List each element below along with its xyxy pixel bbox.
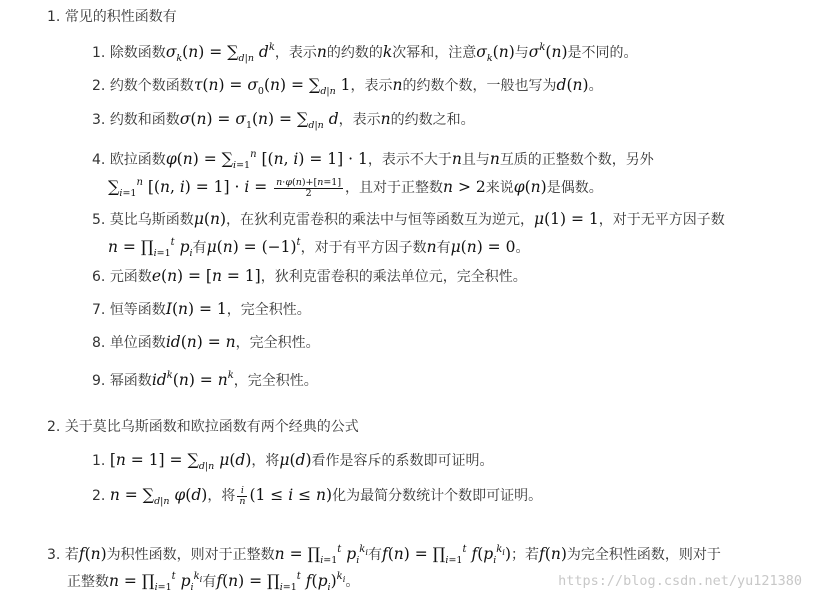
math-formula: μ(n) xyxy=(193,210,226,228)
math-formula: id(n) = n xyxy=(165,333,236,351)
list-item: 9. 幂函数$id^k(n) = n^k$，完全积性。 xyxy=(92,370,318,389)
math-formula: $id^k(n) = n^k$ xyxy=(151,370,234,389)
list-item: 2. 约数个数函数$\tau(n) = \sigma_0(n) = \sum_{d|n}$ 1，表示n的约数个数，一般也写为d(n)。 xyxy=(92,75,603,97)
list-item-continuation: $\sum_{i=1}^n$ [(n, i) = 1] · i = $\frac{n\cdot\varphi(n)+[n=1]}{2}$ ，且对于正整数n > 2来说φ(n)是偶数。 xyxy=(108,176,603,199)
math-formula: $[n = 1] = \sum_{d|n}$ μ(d) xyxy=(109,450,252,472)
list-item: 1. $[n = 1] = \sum_{d|n}$ μ(d)，将μ(d)看作是容斥的系数即可证明。 xyxy=(92,450,494,472)
watermark: https://blog.csdn.net/yu121380 xyxy=(558,573,802,589)
section-number: 1. xyxy=(47,9,61,25)
list-item: 5. 莫比乌斯函数μ(n)，在狄利克雷卷积的乘法中与恒等函数互为逆元，μ(1) = 1，对于无平方因子数 xyxy=(92,210,725,228)
list-item: 3. 约数和函数$\sigma(n) = \sigma_1(n) = \sum_{d|n}$ d，表示n的约数之和。 xyxy=(92,109,475,131)
math-formula: $\sum_{i=1}^n$ [(n, i) = 1] · i = $\frac{n\cdot\varphi(n)+[n=1]}{2}$ xyxy=(108,176,342,199)
list-item: 4. 欧拉函数$\varphi(n) = \sum_{i=1}^n$ [(n, i) = 1] · 1，表示不大于n且与n互质的正整数个数，另外 xyxy=(92,149,654,171)
math-formula: $\tau(n) = \sigma_0(n) = \sum_{d|n}$ 1 xyxy=(193,75,351,97)
math-formula: $\varphi(n) = \sum_{i=1}^n$ [(n, i) = 1] · 1 xyxy=(165,149,368,171)
list-item: 1. 除数函数$\sigma_k(n) = \sum_{d|n}$ $d^k$，表示n的约数的k次幂和，注意$\sigma_k(n)$与$\sigma^k(n)$是不同的。 xyxy=(92,42,638,64)
section-3-line-2: 正整数$n = \prod_{i=1}^t$ $p_i^{k_i}$有$f(n) = \prod_{i=1}^t$ $f(p_i)^{k_i}$。 xyxy=(67,571,360,593)
math-formula: $\sigma_k(n) = \sum_{d|n}$ $d^k$ xyxy=(165,42,275,64)
math-formula: $\sigma(n) = \sigma_1(n) = \sum_{d|n}$ d xyxy=(179,109,339,131)
section-title: 关于莫比乌斯函数和欧拉函数有两个经典的公式 xyxy=(64,419,359,435)
math-formula: $n = \sum_{d|n}$ φ(d) xyxy=(109,485,208,507)
list-item: 2. $n = \sum_{d|n}$ φ(d)，将 $\frac{i}{n}$ (1 ≤ i ≤ n)化为最简分数统计个数即可证明。 xyxy=(92,484,543,507)
section-title: 常见的积性函数有 xyxy=(64,9,177,25)
list-item: 6. 元函数e(n) = [n = 1]，狄利克雷卷积的乘法单位元，完全积性。 xyxy=(92,267,527,285)
list-item-continuation: $n = \prod_{i=1}^t$ $p_i$有$\mu(n) = (-1)^t$，对于有平方因子数n有μ(n) = 0。 xyxy=(108,237,530,259)
list-item: 8. 单位函数id(n) = n，完全积性。 xyxy=(92,333,320,351)
section-1-heading xyxy=(47,7,177,27)
section-number: 3. xyxy=(47,547,61,563)
section-2-heading xyxy=(47,417,359,437)
section-number: 2. xyxy=(47,419,61,435)
math-formula: e(n) = [n = 1] xyxy=(151,267,261,285)
math-formula: $n = \prod_{i=1}^t$ $p_i$ xyxy=(108,237,193,259)
math-formula: I(n) = 1 xyxy=(165,300,227,318)
list-item: 7. 恒等函数I(n) = 1，完全积性。 xyxy=(92,300,311,318)
section-3-line-1: 3. 若f(n)为积性函数，则对于正整数$n = \prod_{i=1}^t$ $p_i^{k_i}$有$f(n) = \prod_{i=1}^t$ $f(p_i^{k_i})$；若f(n)为完全积性函数，则对于 xyxy=(47,544,721,566)
